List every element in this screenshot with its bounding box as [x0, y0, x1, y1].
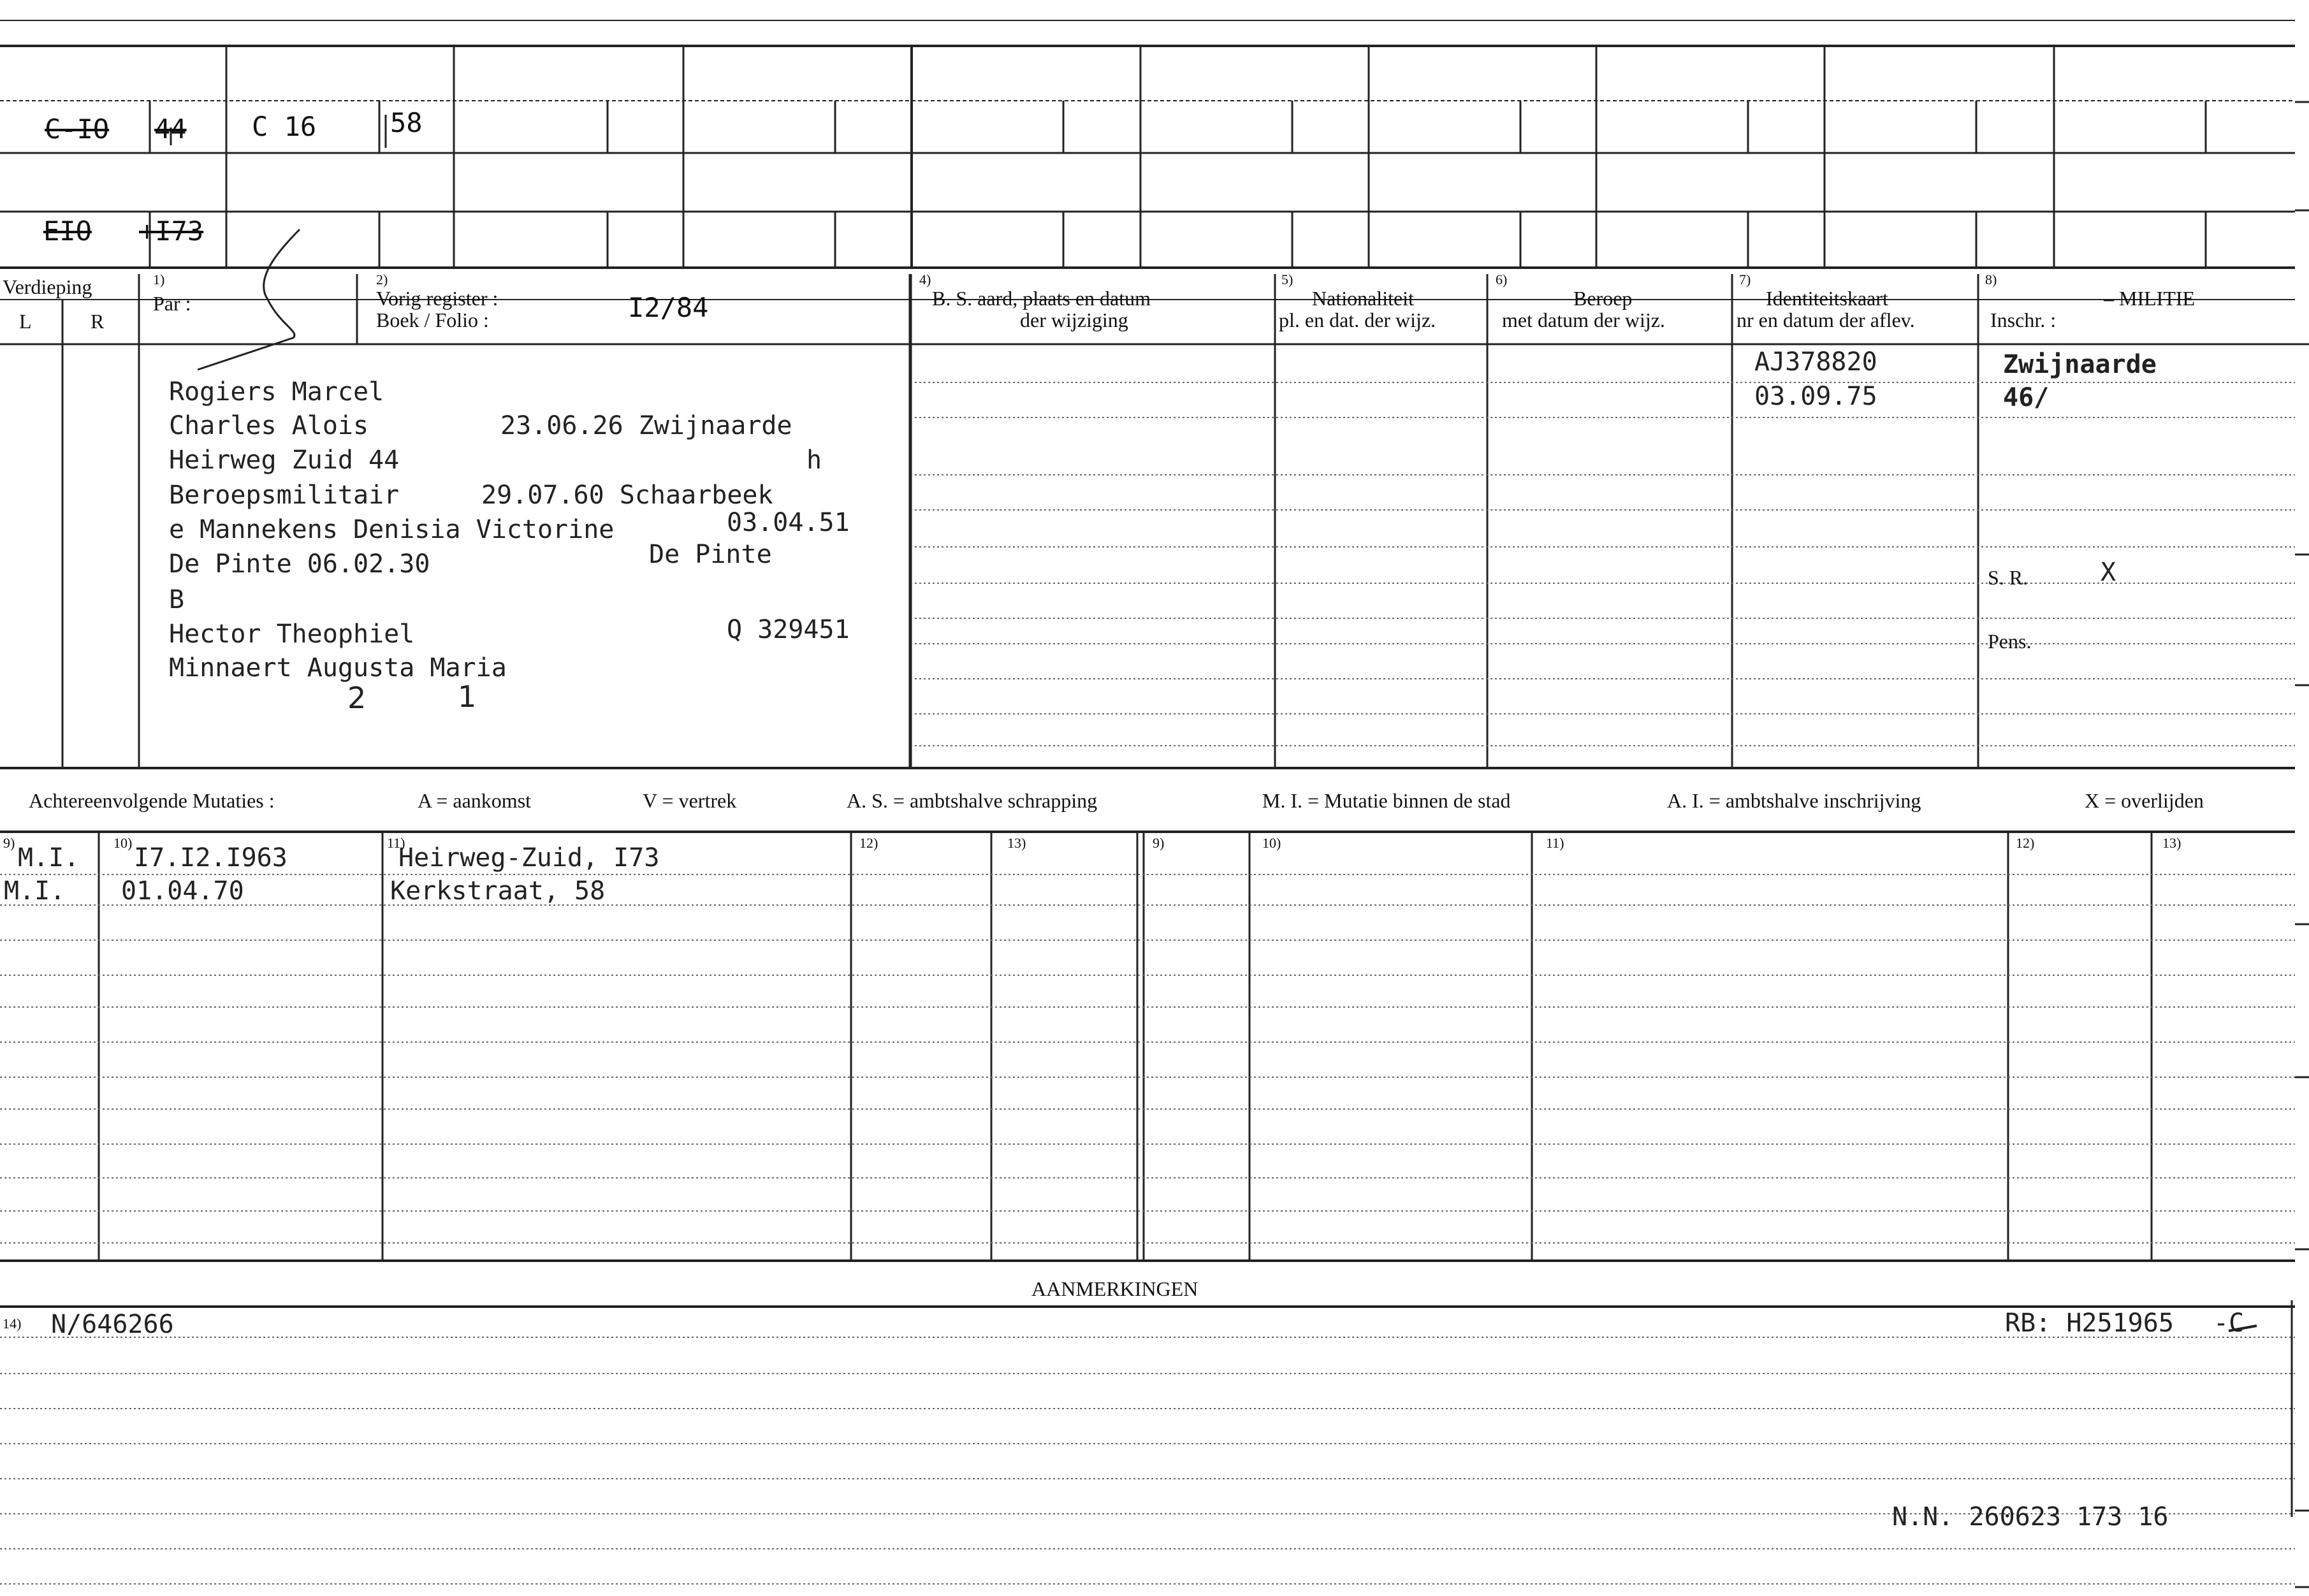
legend-title: Achtereenvolgende Mutaties :	[29, 789, 275, 812]
code-58: 58	[390, 107, 423, 138]
left-label: L	[19, 310, 32, 333]
pens-label: Pens.	[1988, 630, 2032, 653]
id-header-2: nr en datum der aflev.	[1737, 308, 1915, 331]
mut-col-13: 13)	[1007, 835, 1026, 851]
legend-aankomst: A = aankomst	[418, 789, 532, 812]
old-code-3: EIO	[43, 215, 92, 247]
mutation-1-type: M.I.	[18, 843, 80, 873]
sr-label: S. R.	[1988, 566, 2029, 589]
mut-col-11: 11)	[387, 835, 405, 851]
person-line-5: e Mannekens Denisia Victorine	[169, 515, 615, 544]
hand-mark-1: 1	[458, 679, 477, 714]
vorig-register-label: Vorig register :	[376, 287, 499, 310]
mut-col-11b: 11)	[1546, 835, 1564, 851]
boek-folio-value: I2/84	[628, 292, 709, 323]
person-line-4: Beroepsmilitair	[169, 481, 400, 510]
birth-info: 23.06.26 Zwijnaarde	[500, 411, 792, 440]
legend-mutatie: M. I. = Mutatie binnen de stad	[1262, 789, 1511, 812]
col-num-5: 5)	[1281, 272, 1293, 287]
legend-schrapping: A. S. = ambtshalve schrapping	[847, 789, 1098, 812]
code-c16: C 16	[252, 111, 317, 142]
q-number: Q 329451	[727, 615, 850, 644]
person-line-3: Heirweg Zuid 44	[169, 446, 400, 475]
marriage-date: 03.04.51	[727, 508, 850, 537]
bs-header-2: der wijziging	[1020, 308, 1128, 331]
remarks-title: AANMERKINGEN	[1031, 1277, 1198, 1300]
inschr-label: Inschr. :	[1990, 308, 2057, 331]
id-header-1: Identiteitskaart	[1766, 287, 1888, 310]
beroep-header-1: Beroep	[1573, 287, 1633, 310]
boek-folio-label: Boek / Folio :	[376, 308, 489, 331]
mut-col-10b: 10)	[1262, 835, 1281, 851]
remarks-code: N/646266	[51, 1310, 174, 1339]
id-card-date: 03.09.75	[1754, 382, 1877, 411]
mut-col-12: 12)	[859, 835, 878, 851]
legend-overlijden: X = overlijden	[2085, 789, 2204, 812]
legend-inschrijving: A. I. = ambtshalve inschrijving	[1667, 789, 1921, 812]
remarks-num: 14)	[3, 1316, 22, 1331]
col-num-7: 7)	[1739, 272, 1751, 287]
par-label: Par :	[153, 292, 191, 315]
person-line-2: Charles Alois	[169, 411, 369, 440]
mutation-1-address: Heirweg-Zuid, I73	[398, 843, 660, 873]
verdieping-label: Verdieping	[3, 275, 92, 298]
right-label: R	[91, 310, 105, 333]
hand-mark-2: 2	[347, 681, 367, 715]
id-card-number: AJ378820	[1754, 347, 1877, 377]
old-code-4: +I73	[139, 215, 204, 247]
remarks-rb: RB: H251965	[2005, 1309, 2174, 1338]
col-num-8: 8)	[1985, 272, 1997, 287]
person-line-8: Hector Theophiel	[169, 620, 415, 649]
mutation-2-type: M.I.	[4, 876, 66, 906]
mut-col-10: 10)	[113, 835, 133, 851]
old-code-2: 44	[154, 113, 187, 145]
militie-year: 46/	[2003, 383, 2050, 412]
person-line-9: Minnaert Augusta Maria	[169, 653, 507, 683]
mut-col-12b: 12)	[2016, 835, 2035, 851]
marriage-place: De Pinte	[649, 540, 772, 569]
militie-header: – MILITIE	[2104, 287, 2196, 310]
mut-col-13b: 13)	[2162, 835, 2182, 851]
bs-header-1: B. S. aard, plaats en datum	[932, 287, 1151, 310]
old-code-1: C-IO	[45, 113, 110, 145]
mutation-1-date: I7.I2.I963	[134, 843, 288, 873]
militie-place: Zwijnaarde	[2003, 350, 2157, 379]
person-line-6: De Pinte 06.02.30	[169, 549, 430, 579]
beroep-header-2: met datum der wijz.	[1502, 308, 1665, 331]
sr-value: X	[2101, 558, 2116, 587]
nat-header-1: Nationaliteit	[1312, 287, 1414, 310]
h-mark: h	[806, 446, 822, 475]
remarks-nn: N.N. 260623 173 16	[1892, 1502, 2169, 1532]
col-num-6: 6)	[1496, 272, 1508, 287]
mut-col-9b: 9)	[1153, 835, 1165, 851]
career-info: 29.07.60 Schaarbeek	[481, 481, 773, 510]
col-num-1: 1)	[153, 272, 165, 287]
person-line-1: Rogiers Marcel	[169, 377, 384, 407]
mutation-2-date: 01.04.70	[121, 876, 244, 906]
mutation-2-address: Kerkstraat, 58	[390, 876, 606, 906]
person-line-7: B	[169, 585, 185, 614]
nat-header-2: pl. en dat. der wijz.	[1279, 308, 1436, 331]
remarks-rb-mark: -C	[2213, 1309, 2245, 1338]
mut-col-9: 9)	[3, 835, 15, 851]
col-num-2: 2)	[376, 272, 388, 287]
col-num-4: 4)	[919, 272, 931, 287]
legend-vertrek: V = vertrek	[643, 789, 737, 812]
